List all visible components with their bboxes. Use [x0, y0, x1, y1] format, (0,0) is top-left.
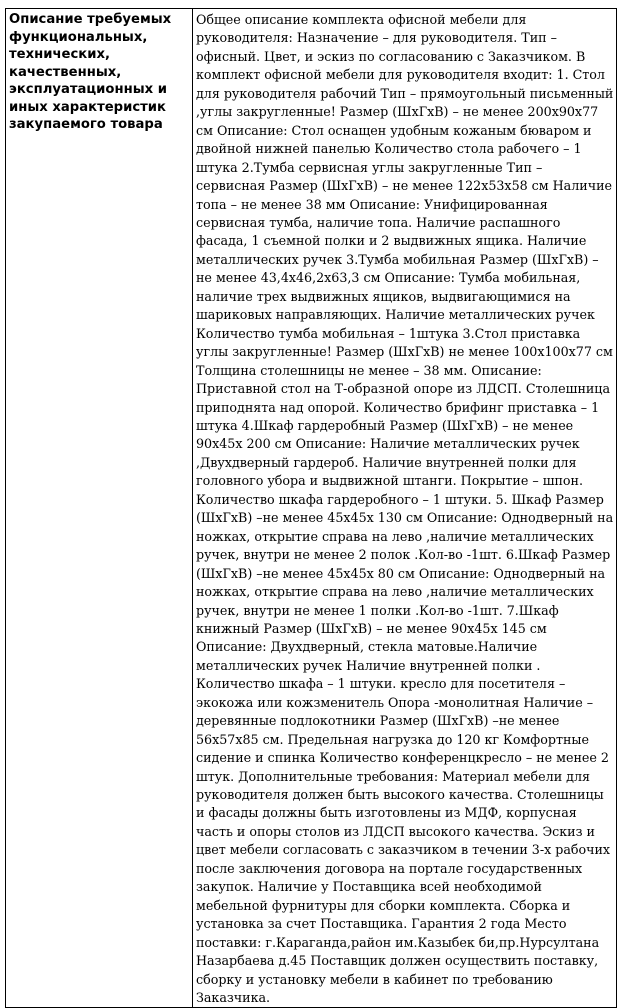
- specification-table: [5, 8, 617, 1008]
- furniture-description-cell: Общее описание комплекта офисной мебели для руководителя: Назначение – для руководителя. Тип – офисный. Цвет, и эскиз по согласованию с Заказчиком. В комплект офисной мебели для руководителя входит: 1. Стол для руководителя рабочий Тип – прямоугольный письменный ,углы закругленные! Размер (ШхГхВ) – не менее 200х90х77 см Описание: Стол оснащен удобным кожаным бюваром и двойной нижней панелью Количество стола рабочего – 1 штука 2.Тумба сервисная углы закругленные Тип – сервисная Размер (ШхГхВ) – не менее 122х53х58 см Наличие топа – не менее 38 мм Описание: Унифицированная сервисная тумба, наличие топа. Наличие распашного фасада, 1 съемной полки и 2 выдвижных ящика. Наличие металлических ручек 3.Тумба мобильная Размер (ШхГхВ) – не менее 43,4х46,2х63,3 см Описание: Тумба мобильная, наличие трех выдвижных ящиков, выдвигающимися на шариковых направляющих. Наличие металлических ручек Количество тумба мобильная – 1штука 3.Стол приставка углы закругленные! Размер (ШхГхВ) не менее 100х100х77 см Толщина столешницы не менее – 38 мм. Описание: Приставной стол на Т-образной опоре из ЛДСП. Столешница приподнята над опорой. Количество брифинг приставка – 1 штука 4.Шкаф гардеробный Размер (ШхГхВ) – не менее 90х45х 200 см Описание: Наличие металлических ручек ,Двухдверный гардероб. Наличие внутренней полки для головного убора и выдвижной штанги. Покрытие – шпон. Количество шкафа гардеробного – 1 штуки. 5. Шкаф Размер (ШхГхВ) –не менее 45х45х 130 см Описание: Однодверный на ножках, открытие справа на лево ,наличие металлических ручек, внутри не менее 2 полок .Кол-во -1шт. 6.Шкаф Размер (ШхГхВ) –не менее 45х45х 80 см Описание: Однодверный на ножках, открытие справа на лево ,наличие металлических ручек, внутри не менее 1 полки .Кол-во -1шт. 7.Шкаф книжный Размер (ШхГхВ) – не менее 90х45х 145 см Описание: Двухдверный, стекла матовые.Наличие металлических ручек Наличие внутренней полки . Количество шкафа – 1 штуки. кресло для посетителя – экокожа или кожзменитель Опора -монолитная Наличие – деревянные подлокотники Размер (ШхГхВ) –не менее 56х57х85 см. Предельная нагрузка до 120 кг Комфортные сидение и спинка Количество конференцкресло – не менее 2 штук. Дополнительные требования: Материал мебели для руководителя должен быть высокого качества. Столешницы и фасады должны быть изготовлены из МДФ, корпусная часть и опоры столов из ЛДСП высокого качества. Эскиз и цвет мебели согласовать с заказчиком в течении 3-х рабочих после заключения договора на портале государственных закупок. Наличие у Поставщика всей необходимой мебельной фурнитуры для сборки комплекта. Сборка и установка за счет Поставщика. Гарантия 2 года Место поставки: г.Караганда,район им.Казыбек би,пр.Нурсултана Назарбаева д.45 Поставщик должен осуществить поставку, сборку и установку мебели в кабинет по требованию Заказчика.: [193, 9, 617, 1008]
- characteristics-label-cell: Описание требуемых функциональных, технических, качественных, эксплуатационных и иных характеристик закупаемого товара: [6, 9, 193, 1008]
- specification-row: [6, 9, 617, 1008]
